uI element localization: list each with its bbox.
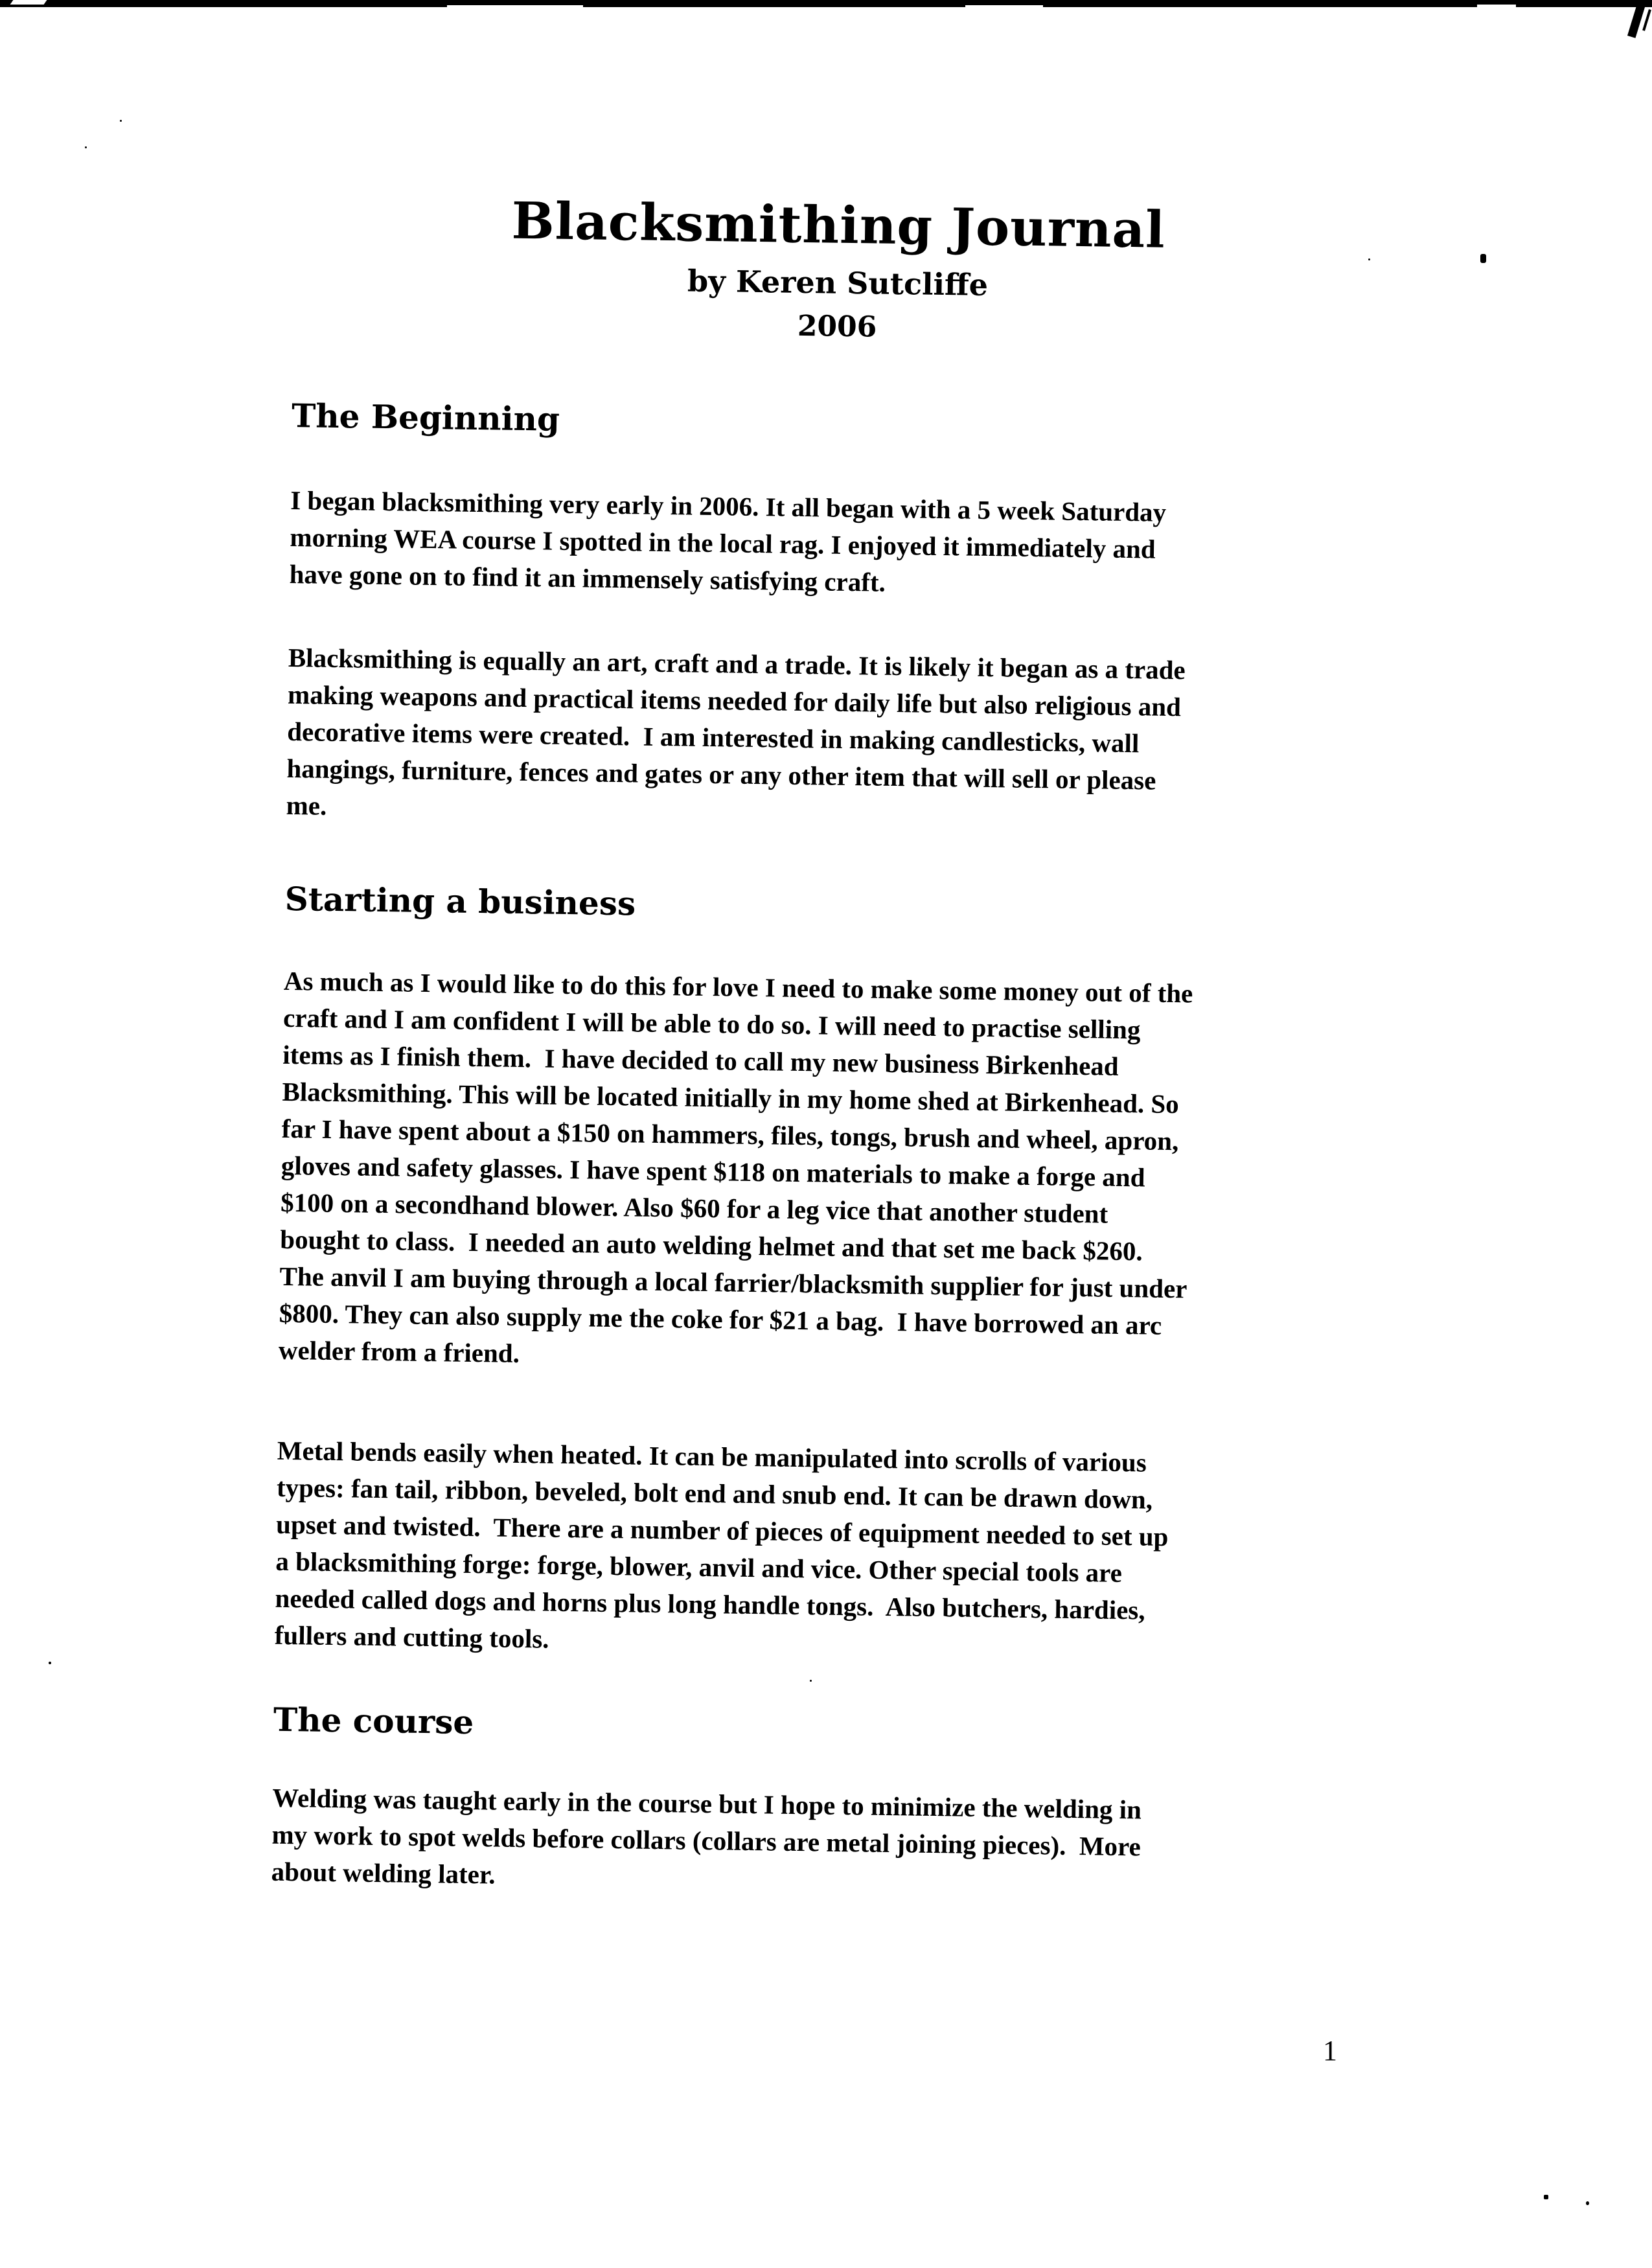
byline: by Keren Sutcliffe: [687, 263, 989, 303]
section-heading-the-beginning: The Beginning: [291, 396, 560, 439]
scan-speck: [1544, 2195, 1548, 2199]
scan-band-nick: [1477, 5, 1516, 7]
paragraph: As much as I would like to do this for love I need to make some money out of the craft and I am confident I will be able to do so. I will need to practise selling items as I finish them. I have decided to call my new business Birkenhead Blacksmithing. This will be located initially in my home shed at Birkenhead. So far I have spent about a $150 on hammers, files, tongs, brush and wheel, apron, gloves and safety glasses. I have spent $118 on materials to make a forge and $100 on a secondhand blower. Also $60 for a leg vice that another student bought to class. I needed an auto welding helmet and that set me back $260. The anvil I am buying through a local farrier/blacksmith supplier for just under $800. They can also supply me the coke for $21 a bag. I have borrowed an arc welder from a friend.: [278, 965, 1193, 1368]
paragraph: I began blacksmithing very early in 2006. It all began with a 5 week Saturday morning WEA course I spotted in the local rag. I enjoyed it immediately and have gone on to find it an immensely satisfying craft.: [289, 485, 1167, 597]
page-title: Blacksmithing Journal: [511, 191, 1166, 260]
year: 2006: [797, 309, 877, 344]
paragraph: Blacksmithing is equally an art, craft and a trade. It is likely it began as a trade making weapons and practical items needed for daily life but also religious and decorative items were created. I am interested in making candlesticks, wall hangings, furniture, fences and gates or any other item that will sell or please me.: [286, 642, 1186, 821]
page-number: 1: [1323, 2035, 1337, 2067]
section-heading-starting-a-business: Starting a business: [284, 879, 636, 923]
paragraph: Metal bends easily when heated. It can be manipulated into scrolls of various types: fan tail, ribbon, beveled, bolt end and snub end. It can be drawn down, upset and twisted. There are a number of pieces of equipment needed to set up a blacksmithing forge: forge, blower, anvil and vice. Other special tools are needed called dogs and horns plus long handle tongs. Also butchers, hardies, fullers and cutting tools.: [274, 1435, 1169, 1654]
text-column: [271, 189, 1382, 1905]
scan-speck: [1586, 2201, 1589, 2205]
section-heading-the-course: The course: [273, 1700, 474, 1741]
paragraph: Welding was taught early in the course but I hope to minimize the welding in my work to spot welds before collars (collars are metal joining pieces). More about welding later.: [271, 1782, 1142, 1890]
scan-band-nick: [965, 5, 1043, 7]
title-block: [293, 189, 1383, 352]
